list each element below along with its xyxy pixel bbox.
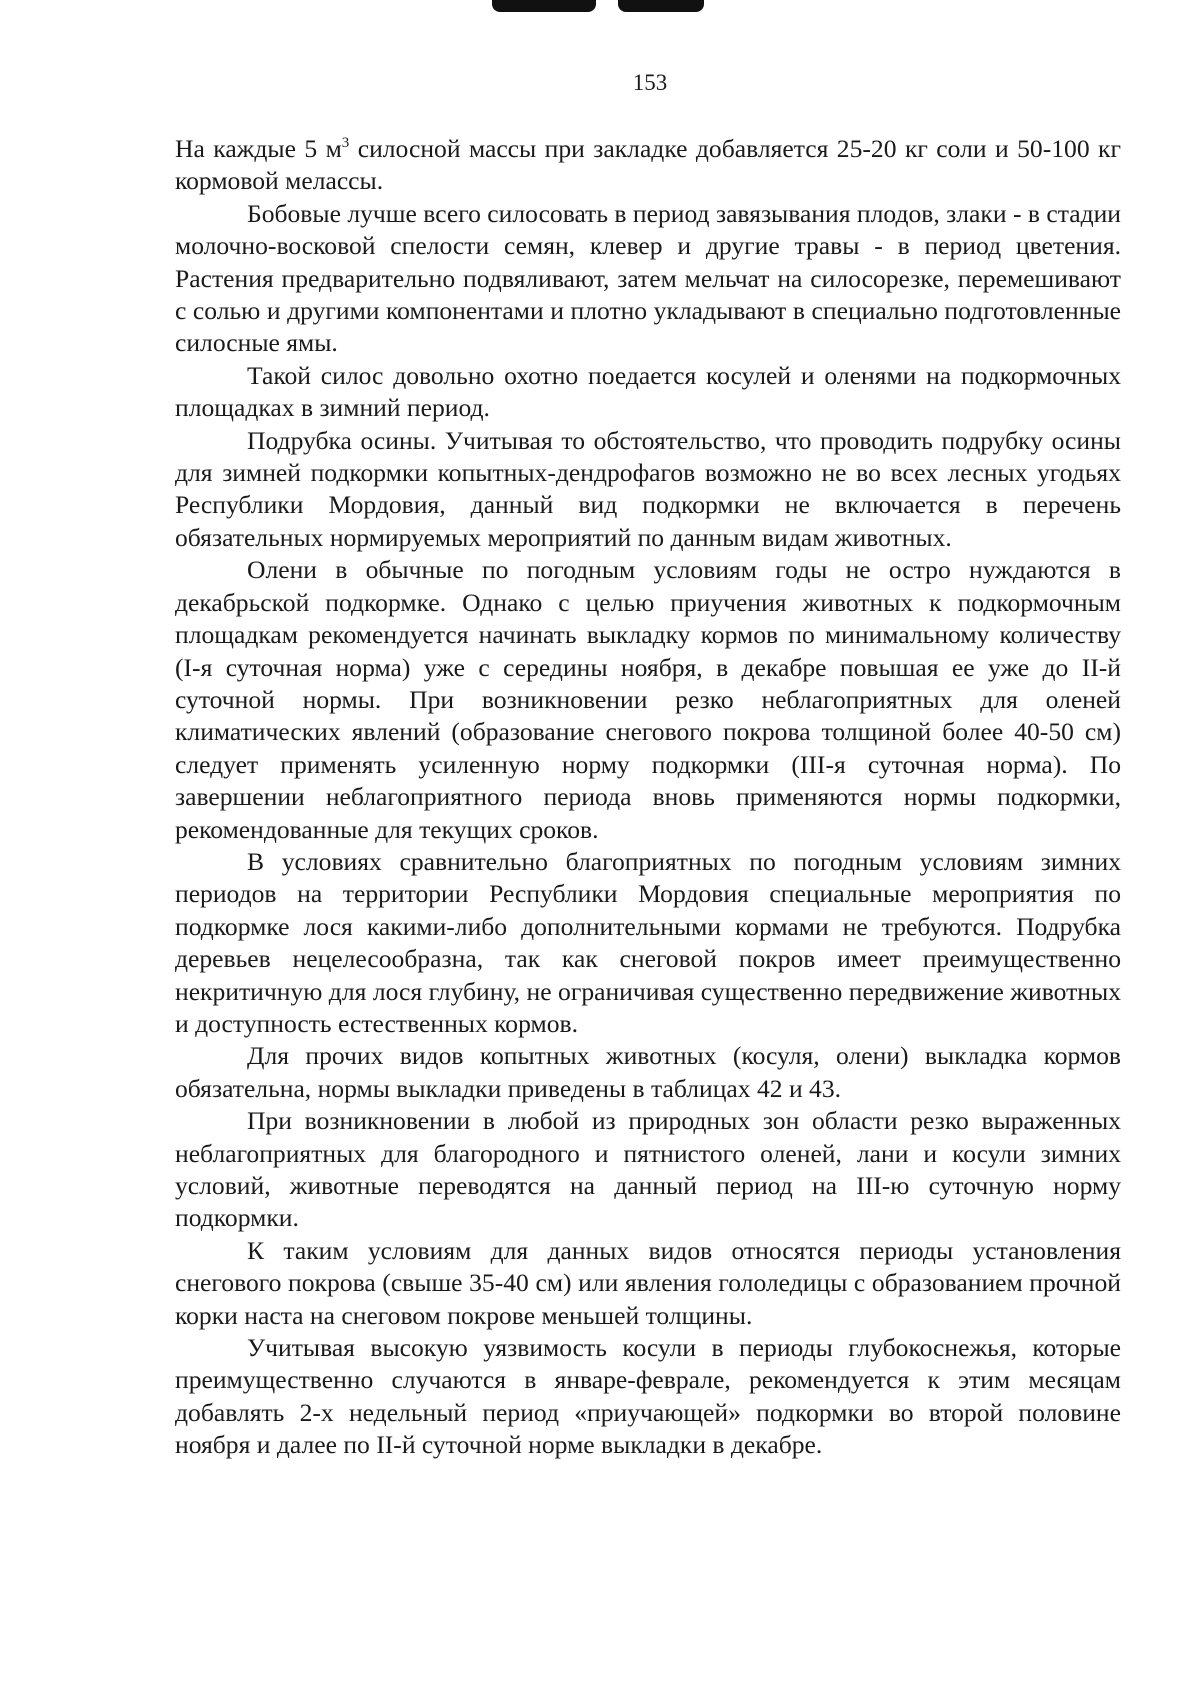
body-text bbox=[175, 133, 1121, 1462]
paragraph: Подрубка осины. Учитывая то обстоятельство, что проводить подрубку осины для зимней подкормки копытных-дендрофагов возможно не во всех лесных угодьях Республики Мордовия, данный вид подкормки не включается в перечень обязательных нормируемых мероприятий по данным видам животных. bbox=[175, 425, 1121, 552]
paragraph: К таким условиям для данных видов относятся периоды установления снегового покрова (свыше 35-40 см) или явления гололедицы с образованием прочной корки наста на снеговом покрове меньшей толщины. bbox=[175, 1235, 1121, 1330]
paragraph-text: силосной массы при закладке добавляется 25-20 кг соли и 50-100 кг кормовой мелассы. bbox=[175, 134, 1121, 196]
paragraph: Для прочих видов копытных животных (косуля, олени) выкладка кормов обязательна, нормы выкладки приведены в таблицах 42 и 43. bbox=[175, 1041, 1121, 1103]
superscript: 3 bbox=[341, 135, 350, 151]
paragraph-text: На каждые 5 м bbox=[175, 134, 342, 163]
paragraph: При возникновении в любой из природных зон области резко выраженных неблагоприятных для благородного и пятнистого оленей, лани и косули зимних условий, животные переводятся на данный период на III-ю суточную норму подкормки. bbox=[175, 1106, 1121, 1233]
paragraph: Бобовые лучше всего силосовать в период завязывания плодов, злаки - в стадии молочно-восковой спелости семян, клевер и другие травы - в период цветения. Растения предварительно подвяливают, затем мельчат на силосорезке, перемешивают с солью и другими компонентами и плотно укладывают в специально подготовленные силосные ямы. bbox=[175, 198, 1121, 358]
binder-clip-mark bbox=[618, 0, 704, 12]
binder-clip-mark bbox=[492, 0, 596, 12]
page-number: 153 bbox=[632, 70, 668, 95]
paragraph: Учитывая высокую уязвимость косули в периоды глубокоснежья, которые преимущественно случаются в январе-феврале, рекомендуется к этим месяцам добавлять 2-х недельный период «приучающей» подкормки во второй половине ноября и далее по II-й суточной норме выкладки в декабре. bbox=[175, 1333, 1121, 1460]
paragraph: Олени в обычные по погодным условиям годы не остро нуждаются в декабрьской подкормке. Однако с целью приучения животных к подкормочным площадкам рекомендуется начинать выкладку кормов по минимальному количеству (I-я суточная норма) уже с середины ноября, в декабре повышая ее уже до II-й суточной нормы. При возникновении резко неблагоприятных для оленей климатических явлений (образование снегового покрова толщиной более 40-50 см) следует применять усиленную норму подкормки (III-я суточная норма). По завершении неблагоприятного периода вновь применяются нормы подкормки, рекомендованные для текущих сроков. bbox=[175, 555, 1121, 844]
paragraph: В условиях сравнительно благоприятных по погодным условиям зимних периодов на территории Республики Мордовия специальные мероприятия по подкормке лося какими-либо дополнительными кормами не требуются. Подрубка деревьев нецелесообразна, так как снеговой покров имеет преимущественно некритичную для лося глубину, не ограничивая существенно передвижение животных и доступность естественных кормов. bbox=[175, 846, 1121, 1038]
paragraph bbox=[175, 133, 1121, 198]
paragraph: Такой силос довольно охотно поедается косулей и оленями на подкормочных площадках в зимний период. bbox=[175, 360, 1121, 423]
